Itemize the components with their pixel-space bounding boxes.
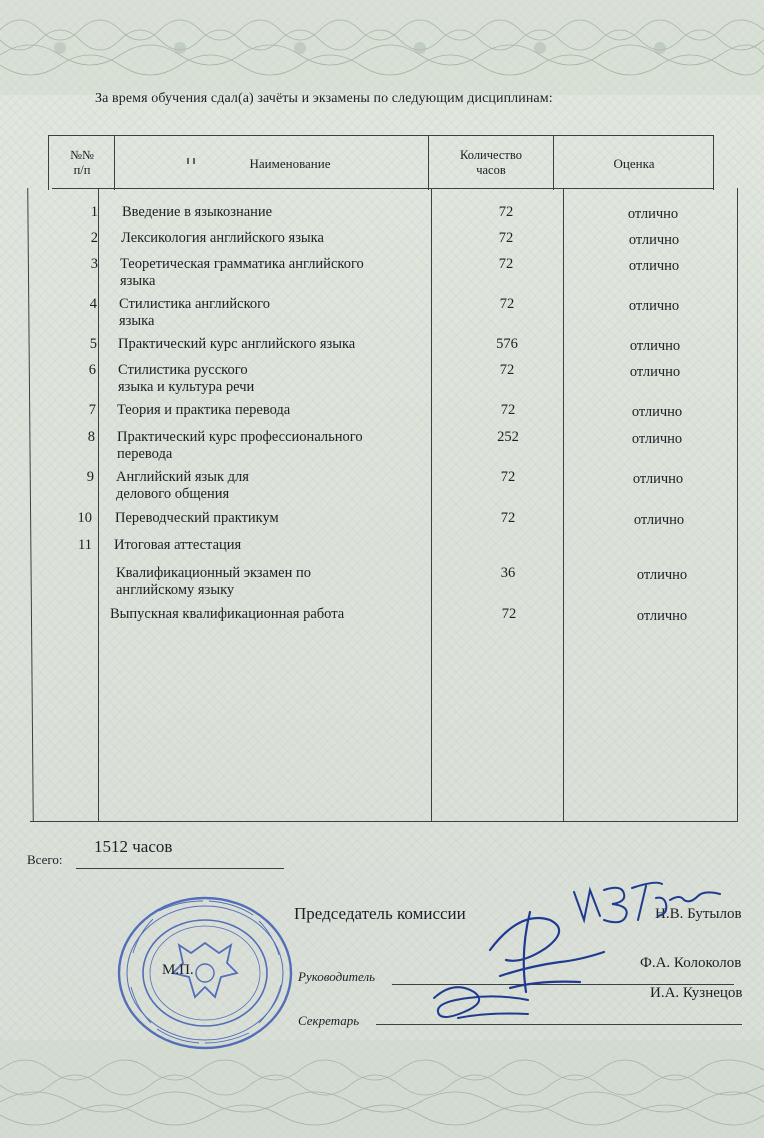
- row-1-grade: отлично: [627, 206, 679, 222]
- row-3-name: [120, 256, 430, 290]
- row-6-grade: отлично: [629, 364, 681, 380]
- row-7-grade: отлично: [631, 404, 683, 420]
- row-7-number: 7: [88, 402, 96, 418]
- chairman-title: Председатель комиссии: [294, 904, 466, 923]
- official-seal-icon: [113, 893, 297, 1053]
- seal-mp-label: М.П.: [162, 962, 194, 978]
- column-header-name: Наименование: [249, 156, 331, 171]
- row-3-grade: отлично: [628, 258, 680, 274]
- quote-mark-icon: [186, 158, 198, 166]
- row-7-hours: 72: [500, 402, 516, 418]
- row-8-name-line2: перевода: [117, 446, 173, 462]
- row-8-name: [117, 429, 427, 463]
- row-2-hours: 72: [498, 230, 514, 246]
- row-qualification-exam-name: [116, 565, 426, 599]
- row-9-name-line1: Английский язык для: [116, 469, 249, 485]
- row-2-grade: отлично: [628, 232, 680, 248]
- row-10-number: 10: [77, 510, 92, 526]
- row-10-grade: отлично: [633, 512, 685, 528]
- row-qualification-exam-grade: отлично: [636, 567, 688, 583]
- head-role-label: Руководитель: [298, 969, 376, 984]
- row-graduation-work-hours: 72: [501, 606, 517, 622]
- chairman-name: Н.В. Бутылов: [655, 906, 742, 922]
- row-8-hours: 252: [497, 429, 519, 445]
- row-8-grade: отлично: [631, 431, 683, 447]
- secretary-role-label: Секретарь: [298, 1013, 360, 1028]
- row-6-hours: 72: [499, 362, 515, 378]
- column-header-number-line1: №№: [70, 148, 94, 162]
- total-label: Всего:: [27, 852, 63, 867]
- row-graduation-work-name: Выпускная квалификационная работа: [110, 606, 345, 622]
- row-1-number: 1: [90, 204, 98, 220]
- row-2-number: 2: [90, 230, 98, 246]
- row-8-name-line1: Практический курс профессионального: [117, 429, 363, 445]
- row-5-grade: отлично: [629, 338, 681, 354]
- guilloche-bottom-border: [0, 1040, 764, 1138]
- row-9-hours: 72: [500, 469, 516, 485]
- column-header-number-line2: п/п: [73, 163, 91, 177]
- row-4-hours: 72: [499, 296, 515, 312]
- document-header: За время обучения сдал(а) зачёты и экзамены по следующим дисциплинам:: [95, 91, 553, 106]
- extra-signatory-name: И.А. Кузнецов: [650, 985, 743, 1001]
- total-hours-value: 1512 часов: [94, 837, 173, 856]
- row-6-name-line1: Стилистика русского: [118, 362, 248, 378]
- row-4-grade: отлично: [628, 298, 680, 314]
- row-4-name-line1: Стилистика английского: [119, 296, 270, 312]
- row-3-name-line2: языка: [120, 273, 156, 289]
- row-11-name: Итоговая аттестация: [114, 537, 242, 553]
- guilloche-top-border: [0, 0, 764, 95]
- row-11-number: 11: [78, 537, 92, 553]
- column-header-number: [50, 148, 114, 178]
- row-9-name: [116, 469, 426, 503]
- row-6-name: [118, 362, 428, 396]
- head-name: Ф.А. Колоколов: [640, 955, 742, 971]
- row-5-name: Практический курс английского языка: [118, 336, 356, 352]
- row-9-name-line2: делового общения: [116, 486, 230, 502]
- row-5-hours: 576: [496, 336, 518, 352]
- row-3-name-line1: Теоретическая грамматика английского: [120, 256, 364, 272]
- row-4-name-line2: языка: [119, 313, 155, 329]
- row-qualification-exam-name-line2: английскому языку: [116, 582, 235, 598]
- row-3-number: 3: [90, 256, 98, 272]
- row-5-number: 5: [89, 336, 97, 352]
- column-header-hours-line2: часов: [476, 163, 506, 177]
- row-9-number: 9: [86, 469, 94, 485]
- row-9-grade: отлично: [632, 471, 684, 487]
- row-1-name: Введение в языкознание: [122, 204, 273, 220]
- row-7-name: Теория и практика перевода: [117, 402, 291, 418]
- total-underline: [76, 868, 284, 869]
- row-4-name: [119, 296, 429, 330]
- row-10-name: Переводческий практикум: [115, 510, 279, 526]
- column-header-grade: Оценка: [613, 156, 655, 171]
- row-graduation-work-grade: отлично: [636, 608, 688, 624]
- column-header-hours-line1: Количество: [460, 148, 522, 162]
- row-3-hours: 72: [498, 256, 514, 272]
- secretary-signature-icon: [428, 978, 548, 1028]
- row-qualification-exam-name-line1: Квалификационный экзамен по: [116, 565, 311, 581]
- column-header-hours: [430, 148, 552, 178]
- row-10-hours: 72: [500, 510, 516, 526]
- row-6-name-line2: языка и культура речи: [118, 379, 255, 395]
- row-2-name: Лексикология английского языка: [121, 230, 324, 246]
- row-6-number: 6: [88, 362, 96, 378]
- row-qualification-exam-hours: 36: [500, 565, 516, 581]
- row-4-number: 4: [89, 296, 97, 312]
- row-8-number: 8: [87, 429, 95, 445]
- row-1-hours: 72: [498, 204, 514, 220]
